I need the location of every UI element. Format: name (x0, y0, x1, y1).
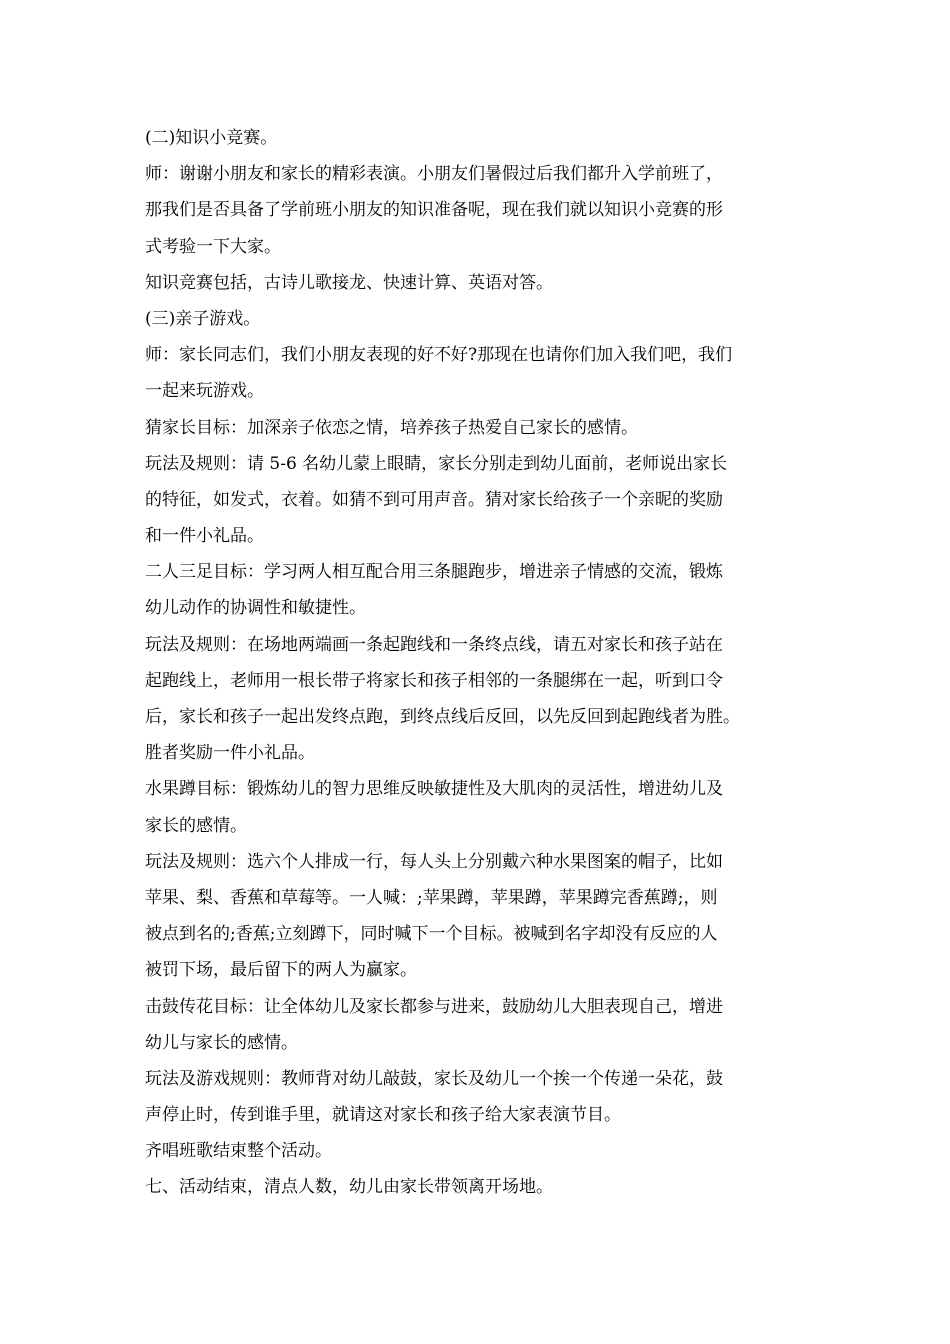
text-line: 苹果、梨、香蕉和草莓等。一人喊：;苹果蹲，苹果蹲，苹果蹲完香蕉蹲;，则 (145, 887, 718, 908)
text-line: 玩法及规则：选六个人排成一行，每人头上分别戴六种水果图案的帽子，比如 (145, 851, 723, 872)
text-line: 一起来玩游戏。 (145, 381, 264, 402)
text-line: 水果蹲目标：锻炼幼儿的智力思维反映敏捷性及大肌肉的灵活性，增进幼儿及 (145, 779, 723, 800)
text-line: 胜者奖励一件小礼品。 (145, 743, 315, 764)
section-heading-knowledge-contest: (二)知识小竞赛。 (145, 128, 278, 148)
text-line: 和一件小礼品。 (145, 526, 264, 547)
text-line: 师：谢谢小朋友和家长的精彩表演。小朋友们暑假过后我们都升入学前班了， (145, 164, 723, 185)
text-line: 式考验一下大家。 (145, 236, 281, 257)
text-line: 七、活动结束，清点人数，幼儿由家长带领离开场地。 (145, 1177, 553, 1198)
text-line: 玩法及游戏规则：教师背对幼儿敲鼓，家长及幼儿一个挨一个传递一朵花，鼓 (145, 1068, 723, 1089)
text-line: 后，家长和孩子一起出发终点跑，到终点线后反回，以先反回到起跑线者为胜。 (145, 707, 740, 727)
text-line: 齐唱班歌结束整个活动。 (145, 1141, 332, 1162)
text-line: 幼儿与家长的感情。 (145, 1032, 298, 1053)
text-line: 那我们是否具备了学前班小朋友的知识准备呢，现在我们就以知识小竞赛的形 (145, 200, 723, 221)
text-line: 起跑线上，老师用一根长带子将家长和孩子相邻的一条腿绑在一起，听到口令 (145, 670, 723, 691)
text-line: 声停止时，传到谁手里，就请这对家长和孩子给大家表演节目。 (145, 1105, 621, 1126)
text-line: 知识竞赛包括，古诗儿歌接龙、快速计算、英语对答。 (145, 272, 553, 293)
text-line: 二人三足目标：学习两人相互配合用三条腿跑步，增进亲子情感的交流，锻炼 (145, 562, 723, 583)
text-line: 猜家长目标：加深亲子依恋之情，培养孩子热爱自己家长的感情。 (145, 417, 638, 438)
text-line: 击鼓传花目标：让全体幼儿及家长都参与进来，鼓励幼儿大胆表现自己，增进 (145, 996, 723, 1017)
text-line: 师：家长同志们，我们小朋友表现的好不好?那现在也请你们加入我们吧，我们 (145, 345, 733, 366)
document-body (145, 120, 825, 1206)
text-line: 玩法及规则：在场地两端画一条起跑线和一条终点线，请五对家长和孩子站在 (145, 634, 723, 655)
text-line: 家长的感情。 (145, 815, 247, 836)
text-line: 幼儿动作的协调性和敏捷性。 (145, 598, 366, 619)
text-line: 被点到名的;香蕉;立刻蹲下，同时喊下一个目标。被喊到名字却没有反应的人 (145, 924, 718, 945)
section-heading-parent-child-games: (三)亲子游戏。 (145, 308, 261, 329)
text-line: 的特征，如发式，衣着。如猜不到可用声音。猜对家长给孩子一个亲昵的奖励 (145, 489, 723, 510)
text-line: 玩法及规则：请 5-6 名幼儿蒙上眼睛，家长分别走到幼儿面前，老师说出家长 (145, 453, 728, 474)
text-line: 被罚下场，最后留下的两人为赢家。 (145, 960, 417, 981)
